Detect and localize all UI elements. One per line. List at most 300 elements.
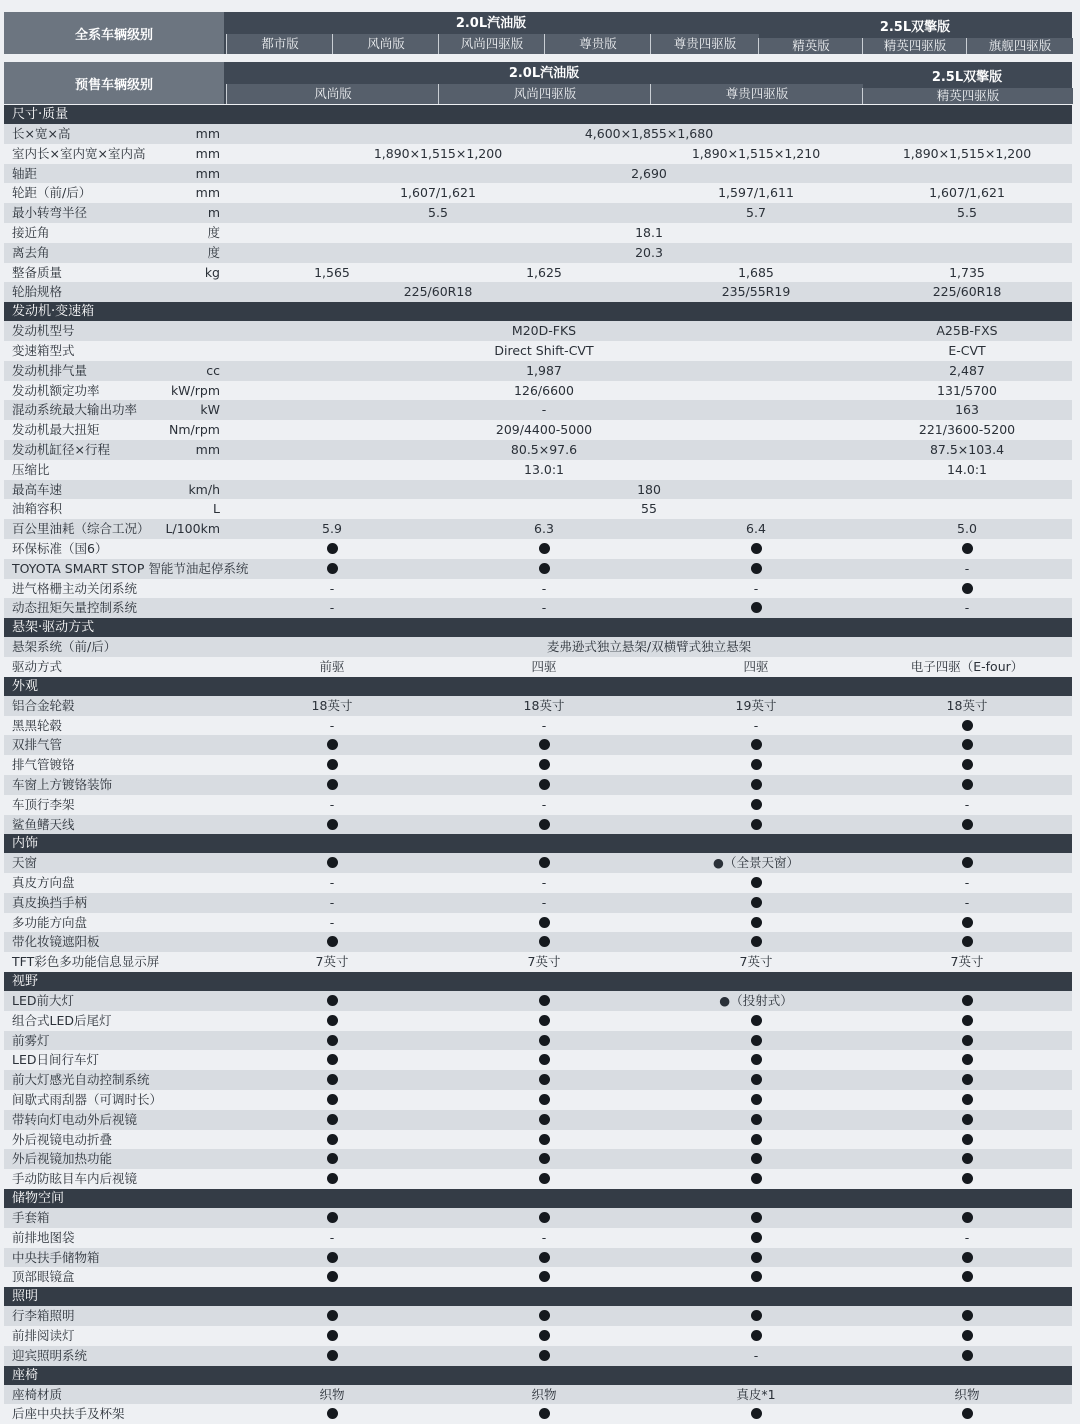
spec-value: 19英寸 bbox=[735, 697, 777, 713]
spec-row bbox=[4, 361, 1072, 381]
standard-dot-icon bbox=[226, 815, 438, 835]
standard-dot-icon bbox=[327, 1094, 338, 1105]
standard-dot-icon bbox=[226, 1130, 438, 1150]
standard-dot-icon bbox=[650, 1130, 862, 1150]
spec-value: - bbox=[329, 875, 335, 891]
spec-name: 后座中央扶手及杯架 bbox=[12, 1406, 125, 1422]
spec-row bbox=[4, 124, 1072, 144]
spec-value: 1,685 bbox=[738, 264, 774, 280]
spec-row bbox=[4, 539, 1072, 559]
standard-dot-icon bbox=[862, 1070, 1072, 1090]
header-all-trim: 精英四驱版 bbox=[862, 38, 967, 54]
spec-unit: m bbox=[207, 205, 220, 221]
standard-dot-icon bbox=[862, 1404, 1072, 1424]
spec-name: 发动机排气量 bbox=[12, 362, 88, 378]
standard-dot-icon bbox=[751, 1212, 762, 1223]
spec-value: 5.9 bbox=[322, 521, 342, 537]
spec-value: 1,607/1,621 bbox=[400, 185, 476, 201]
standard-dot-icon bbox=[862, 932, 1072, 952]
standard-dot-icon bbox=[862, 1248, 1072, 1268]
spec-name: 压缩比 bbox=[12, 461, 50, 477]
spec-row bbox=[4, 321, 1072, 341]
spec-value: - bbox=[541, 796, 547, 812]
standard-dot-icon bbox=[438, 932, 650, 952]
spec-value: - bbox=[541, 600, 547, 616]
spec-value: - bbox=[753, 1347, 759, 1363]
spec-row bbox=[4, 144, 1072, 164]
spec-name: 顶部眼镜盒 bbox=[12, 1269, 75, 1285]
spec-row bbox=[4, 282, 1072, 302]
spec-row bbox=[4, 1149, 1072, 1169]
standard-dot-icon bbox=[539, 563, 550, 574]
spec-name: 行李箱照明 bbox=[12, 1308, 75, 1324]
spec-value: 1,625 bbox=[526, 264, 562, 280]
standard-dot-icon bbox=[539, 1252, 550, 1263]
spec-row bbox=[4, 795, 1072, 815]
spec-row bbox=[4, 341, 1072, 361]
standard-dot-icon bbox=[226, 1031, 438, 1051]
standard-dot-icon bbox=[962, 819, 973, 830]
standard-dot-icon bbox=[650, 1090, 862, 1110]
spec-name: 前大灯感光自动控制系统 bbox=[12, 1072, 150, 1088]
spec-value: - bbox=[329, 894, 335, 910]
standard-dot-icon bbox=[962, 1252, 973, 1263]
spec-row bbox=[4, 952, 1072, 972]
spec-row bbox=[4, 815, 1072, 835]
section-title: 外观 bbox=[4, 677, 1072, 696]
spec-name: 轮距（前/后） bbox=[12, 185, 92, 201]
header-presale-trim: 尊贵四驱版 bbox=[650, 84, 863, 104]
standard-dot-icon bbox=[438, 1326, 650, 1346]
spec-value: - bbox=[329, 717, 335, 733]
spec-value: 209/4400-5000 bbox=[495, 422, 593, 438]
spec-row bbox=[4, 223, 1072, 243]
spec-section bbox=[4, 677, 1072, 835]
standard-dot-icon bbox=[539, 1054, 550, 1065]
spec-value: - bbox=[964, 796, 970, 812]
spec-value: 180 bbox=[637, 481, 661, 497]
standard-dot-icon bbox=[438, 1090, 650, 1110]
spec-value: - bbox=[329, 914, 335, 930]
spec-value: 麦弗逊式独立悬架/双横臂式独立悬架 bbox=[546, 639, 752, 655]
spec-row bbox=[4, 203, 1072, 223]
spec-unit: L bbox=[213, 501, 220, 517]
standard-dot-icon bbox=[650, 815, 862, 835]
standard-dot-icon bbox=[650, 1031, 862, 1051]
standard-dot-icon bbox=[438, 1031, 650, 1051]
spec-section bbox=[4, 834, 1072, 972]
standard-dot-icon bbox=[751, 1252, 762, 1263]
spec-name: 轮胎规格 bbox=[12, 284, 63, 300]
spec-value: A25B-FXS bbox=[936, 323, 998, 339]
spec-value: 1,735 bbox=[949, 264, 985, 280]
spec-value: 5.5 bbox=[428, 205, 448, 221]
standard-dot-icon bbox=[751, 917, 762, 928]
spec-unit: Nm/rpm bbox=[169, 422, 220, 438]
spec-section bbox=[4, 1189, 1072, 1287]
standard-dot-icon bbox=[327, 1252, 338, 1263]
standard-dot-icon bbox=[327, 563, 338, 574]
spec-value: 四驱 bbox=[531, 658, 557, 674]
standard-dot-icon bbox=[539, 1153, 550, 1164]
standard-dot-icon bbox=[862, 539, 1072, 559]
standard-dot-icon bbox=[226, 775, 438, 795]
spec-value: - bbox=[329, 1229, 335, 1245]
standard-dot-icon bbox=[650, 755, 862, 775]
spec-name: TOYOTA SMART STOP 智能节油起停系统 bbox=[12, 560, 249, 576]
standard-dot-icon bbox=[751, 563, 762, 574]
standard-dot-icon bbox=[226, 1149, 438, 1169]
standard-dot-icon bbox=[226, 1169, 438, 1189]
standard-dot-icon bbox=[327, 1153, 338, 1164]
standard-dot-icon bbox=[862, 1011, 1072, 1031]
spec-value: - bbox=[964, 894, 970, 910]
header-all-group-hybrid: 2.5L双擎版 bbox=[879, 20, 951, 35]
section-title: 发动机·变速箱 bbox=[4, 302, 1072, 321]
standard-dot-icon bbox=[438, 539, 650, 559]
section-title: 视野 bbox=[4, 972, 1072, 991]
standard-dot-icon bbox=[539, 1035, 550, 1046]
standard-dot-icon bbox=[650, 1149, 862, 1169]
spec-row bbox=[4, 1306, 1072, 1326]
spec-value: - bbox=[329, 796, 335, 812]
standard-dot-icon bbox=[539, 1074, 550, 1085]
spec-row bbox=[4, 1385, 1072, 1405]
spec-table bbox=[4, 105, 1072, 1424]
spec-unit: kW bbox=[200, 402, 220, 418]
standard-dot-icon bbox=[751, 1114, 762, 1125]
spec-name: 带转向灯电动外后视镜 bbox=[12, 1111, 138, 1127]
spec-name: TFT彩色多功能信息显示屏 bbox=[12, 954, 160, 970]
spec-name: 整备质量 bbox=[12, 264, 63, 280]
standard-dot-icon bbox=[751, 779, 762, 790]
spec-name: 悬架系统（前/后） bbox=[12, 639, 117, 655]
spec-value: 5.5 bbox=[957, 205, 977, 221]
spec-name: 前雾灯 bbox=[12, 1032, 50, 1048]
standard-dot-icon bbox=[962, 936, 973, 947]
standard-dot-icon bbox=[226, 1404, 438, 1424]
standard-dot-icon bbox=[751, 1094, 762, 1105]
spec-name: 接近角 bbox=[12, 224, 50, 240]
spec-name: 多功能方向盘 bbox=[12, 914, 88, 930]
spec-row bbox=[4, 893, 1072, 913]
spec-value: 235/55R19 bbox=[721, 284, 791, 300]
standard-dot-icon bbox=[539, 1310, 550, 1321]
spec-name: 前排阅读灯 bbox=[12, 1328, 75, 1344]
standard-dot-icon bbox=[751, 1310, 762, 1321]
spec-section bbox=[4, 972, 1072, 1189]
standard-dot-icon bbox=[438, 1169, 650, 1189]
spec-row bbox=[4, 1326, 1072, 1346]
spec-row bbox=[4, 1090, 1072, 1110]
spec-name: 黑黑轮毂 bbox=[12, 717, 63, 733]
standard-dot-icon bbox=[226, 1011, 438, 1031]
standard-dot-icon bbox=[862, 1149, 1072, 1169]
standard-dot-icon bbox=[862, 1208, 1072, 1228]
standard-dot-icon bbox=[327, 779, 338, 790]
standard-dot-icon bbox=[862, 716, 1072, 736]
standard-dot-icon bbox=[226, 755, 438, 775]
spec-value: 前驱 bbox=[319, 658, 345, 674]
standard-dot-icon bbox=[327, 1212, 338, 1223]
spec-row bbox=[4, 460, 1072, 480]
spec-row bbox=[4, 1110, 1072, 1130]
spec-value: 1,890×1,515×1,200 bbox=[373, 145, 503, 161]
standard-dot-icon bbox=[327, 1134, 338, 1145]
spec-row bbox=[4, 637, 1072, 657]
spec-row bbox=[4, 499, 1072, 519]
spec-section bbox=[4, 302, 1072, 618]
spec-value: - bbox=[753, 580, 759, 596]
standard-dot-icon bbox=[226, 1090, 438, 1110]
spec-name: 轴距 bbox=[12, 165, 38, 181]
spec-value: 7英寸 bbox=[527, 954, 561, 970]
standard-dot-icon bbox=[327, 1271, 338, 1282]
spec-value: 织物 bbox=[319, 1386, 345, 1402]
standard-dot-icon bbox=[327, 759, 338, 770]
header-presale-trim: 风尚四驱版 bbox=[438, 84, 651, 104]
spec-value: 电子四驱（E-four） bbox=[910, 658, 1024, 674]
standard-dot-icon bbox=[327, 936, 338, 947]
spec-name: 中央扶手储物箱 bbox=[12, 1249, 100, 1265]
standard-dot-icon bbox=[327, 1054, 338, 1065]
standard-dot-icon bbox=[539, 1350, 550, 1361]
standard-dot-icon bbox=[751, 759, 762, 770]
standard-dot-icon bbox=[650, 1326, 862, 1346]
standard-dot-icon bbox=[438, 1248, 650, 1268]
standard-dot-icon bbox=[650, 1011, 862, 1031]
standard-dot-icon bbox=[438, 815, 650, 835]
header-all-trim: 精英版 bbox=[758, 38, 863, 54]
standard-dot-icon bbox=[862, 1090, 1072, 1110]
spec-value: - bbox=[964, 560, 970, 576]
spec-unit: mm bbox=[195, 185, 220, 201]
header-presale-group-hybrid: 2.5L双擎版 bbox=[931, 70, 1003, 85]
standard-dot-icon bbox=[650, 795, 862, 815]
spec-row bbox=[4, 1267, 1072, 1287]
spec-value: 13.0:1 bbox=[524, 461, 564, 477]
standard-dot-icon bbox=[327, 1310, 338, 1321]
standard-dot-icon bbox=[751, 897, 762, 908]
standard-dot-icon bbox=[438, 1306, 650, 1326]
spec-value: Direct Shift-CVT bbox=[494, 342, 594, 358]
spec-row bbox=[4, 735, 1072, 755]
spec-name: 最小转弯半径 bbox=[12, 205, 88, 221]
header-all-trim: 风尚版 bbox=[332, 34, 439, 54]
standard-dot-icon bbox=[751, 1232, 762, 1243]
standard-dot-icon bbox=[862, 1346, 1072, 1366]
standard-dot-icon bbox=[962, 543, 973, 554]
standard-dot-icon bbox=[650, 775, 862, 795]
standard-dot-icon bbox=[751, 1173, 762, 1184]
standard-dot-icon bbox=[862, 579, 1072, 599]
section-title: 尺寸·质量 bbox=[4, 105, 1072, 124]
standard-dot-icon bbox=[962, 1015, 973, 1026]
standard-dot-icon bbox=[962, 739, 973, 750]
standard-dot-icon bbox=[539, 1173, 550, 1184]
spec-value: 14.0:1 bbox=[947, 461, 987, 477]
header-presale-trim: 风尚版 bbox=[226, 84, 439, 104]
section-title: 座椅 bbox=[4, 1366, 1072, 1385]
spec-unit: mm bbox=[195, 145, 220, 161]
standard-dot-icon bbox=[650, 1248, 862, 1268]
standard-dot-icon bbox=[650, 873, 862, 893]
spec-value: 20.3 bbox=[635, 244, 663, 260]
spec-row bbox=[4, 1248, 1072, 1268]
standard-dot-icon bbox=[327, 739, 338, 750]
standard-dot-icon bbox=[539, 917, 550, 928]
spec-value: 1,565 bbox=[314, 264, 350, 280]
spec-row bbox=[4, 1228, 1072, 1248]
standard-dot-icon bbox=[650, 1228, 862, 1248]
spec-value: - bbox=[964, 875, 970, 891]
standard-dot-icon bbox=[539, 779, 550, 790]
spec-value: - bbox=[964, 1229, 970, 1245]
spec-row bbox=[4, 657, 1072, 677]
standard-dot-icon bbox=[862, 735, 1072, 755]
spec-row bbox=[4, 1031, 1072, 1051]
spec-name: 混动系统最大输出功率 bbox=[12, 402, 138, 418]
spec-value: 1,890×1,515×1,210 bbox=[691, 145, 821, 161]
standard-dot-icon bbox=[327, 1173, 338, 1184]
spec-unit: kg bbox=[204, 264, 220, 280]
standard-dot-icon bbox=[438, 1267, 650, 1287]
standard-dot-icon bbox=[438, 735, 650, 755]
section-title: 照明 bbox=[4, 1287, 1072, 1306]
standard-dot-icon bbox=[226, 1070, 438, 1090]
spec-row bbox=[4, 1130, 1072, 1150]
spec-row bbox=[4, 1011, 1072, 1031]
spec-row bbox=[4, 1050, 1072, 1070]
spec-row bbox=[4, 381, 1072, 401]
standard-dot-icon bbox=[650, 1110, 862, 1130]
standard-dot-icon bbox=[650, 559, 862, 579]
standard-dot-icon bbox=[226, 735, 438, 755]
spec-name: 天窗 bbox=[12, 855, 38, 871]
header-presale-group-gas: 2.0L汽油版 bbox=[508, 66, 580, 81]
spec-value: 四驱 bbox=[743, 658, 769, 674]
standard-dot-icon bbox=[226, 1208, 438, 1228]
spec-row bbox=[4, 480, 1072, 500]
standard-dot-icon bbox=[751, 739, 762, 750]
spec-name: 发动机缸径×行程 bbox=[12, 441, 110, 457]
spec-name: 长×宽×高 bbox=[12, 126, 71, 141]
spec-value: 225/60R18 bbox=[403, 284, 473, 300]
header-presale-label: 预售车辆级别 bbox=[4, 62, 224, 104]
spec-name: 手动防眩目车内后视镜 bbox=[12, 1171, 138, 1187]
spec-value: 5.0 bbox=[957, 521, 977, 537]
standard-dot-icon bbox=[226, 1110, 438, 1130]
standard-dot-icon bbox=[438, 559, 650, 579]
standard-dot-icon bbox=[751, 1035, 762, 1046]
spec-name: 真皮方向盘 bbox=[12, 875, 75, 891]
spec-name: 发动机额定功率 bbox=[12, 382, 100, 398]
spec-name: 车顶行李架 bbox=[12, 796, 75, 812]
spec-value: 55 bbox=[641, 501, 657, 517]
spec-name: 动态扭矩矢量控制系统 bbox=[12, 600, 138, 616]
standard-dot-icon bbox=[539, 1114, 550, 1125]
spec-name: 带化妆镜遮阳板 bbox=[12, 934, 100, 950]
standard-dot-icon bbox=[226, 991, 438, 1011]
spec-row bbox=[4, 1070, 1072, 1090]
spec-unit: mm bbox=[195, 165, 220, 181]
standard-dot-icon bbox=[327, 1015, 338, 1026]
header-all-trim: 旗舰四驱版 bbox=[966, 38, 1073, 54]
spec-section bbox=[4, 105, 1072, 302]
standard-dot-icon bbox=[751, 1134, 762, 1145]
standard-dot-icon bbox=[862, 1130, 1072, 1150]
standard-dot-icon bbox=[751, 1330, 762, 1341]
standard-dot-icon bbox=[650, 539, 862, 559]
spec-value: 真皮*1 bbox=[736, 1386, 776, 1402]
spec-name: 油箱容积 bbox=[12, 501, 63, 517]
spec-value: 1,890×1,515×1,200 bbox=[902, 145, 1032, 161]
spec-name: 间歇式雨刮器（可调时长） bbox=[12, 1092, 163, 1108]
standard-dot-icon bbox=[650, 1267, 862, 1287]
standard-dot-icon bbox=[438, 1070, 650, 1090]
standard-dot-icon bbox=[862, 1306, 1072, 1326]
spec-value: 7英寸 bbox=[739, 954, 773, 970]
spec-row bbox=[4, 1208, 1072, 1228]
standard-dot-icon bbox=[226, 1248, 438, 1268]
standard-dot-icon bbox=[226, 1306, 438, 1326]
spec-value: 18英寸 bbox=[946, 697, 988, 713]
standard-dot-icon bbox=[226, 1050, 438, 1070]
standard-dot-icon bbox=[862, 755, 1072, 775]
section-title: 悬架·驱动方式 bbox=[4, 618, 1072, 637]
spec-name: 外后视镜加热功能 bbox=[12, 1151, 113, 1167]
standard-dot-icon bbox=[751, 819, 762, 830]
standard-dot-icon bbox=[539, 1271, 550, 1282]
standard-dot-icon bbox=[751, 1153, 762, 1164]
spec-section bbox=[4, 1366, 1072, 1424]
standard-dot-icon bbox=[438, 1346, 650, 1366]
spec-value: - bbox=[541, 402, 547, 418]
spec-value: 1,987 bbox=[526, 362, 562, 378]
spec-name: 离去角 bbox=[12, 244, 50, 260]
spec-row bbox=[4, 164, 1072, 184]
spec-section bbox=[4, 618, 1072, 677]
standard-dot-icon bbox=[862, 1050, 1072, 1070]
spec-section bbox=[4, 1287, 1072, 1365]
spec-name: 车窗上方镀铬装饰 bbox=[12, 776, 113, 792]
standard-dot-icon bbox=[962, 917, 973, 928]
standard-dot-icon bbox=[962, 1271, 973, 1282]
standard-dot-icon bbox=[438, 775, 650, 795]
standard-dot-icon bbox=[962, 995, 973, 1006]
header-all-trim: 风尚四驱版 bbox=[438, 34, 545, 54]
spec-name: 座椅材质 bbox=[12, 1386, 63, 1402]
standard-dot-icon bbox=[962, 759, 973, 770]
spec-name: LED日间行车灯 bbox=[12, 1052, 99, 1068]
standard-dot-icon bbox=[539, 995, 550, 1006]
spec-row bbox=[4, 243, 1072, 263]
spec-value: 织物 bbox=[531, 1386, 557, 1402]
standard-dot-icon bbox=[327, 819, 338, 830]
spec-value: 131/5700 bbox=[937, 382, 997, 398]
section-title: 储物空间 bbox=[4, 1189, 1072, 1208]
standard-dot-icon bbox=[862, 1031, 1072, 1051]
header-all-trims bbox=[4, 12, 1072, 54]
standard-dot-icon bbox=[438, 1011, 650, 1031]
spec-value: 2,487 bbox=[949, 362, 985, 378]
spec-value: 织物 bbox=[954, 1386, 980, 1402]
spec-row bbox=[4, 991, 1072, 1011]
standard-dot-icon bbox=[539, 1094, 550, 1105]
standard-dot-icon bbox=[962, 1035, 973, 1046]
standard-dot-icon bbox=[539, 1134, 550, 1145]
standard-dot-icon bbox=[650, 735, 862, 755]
